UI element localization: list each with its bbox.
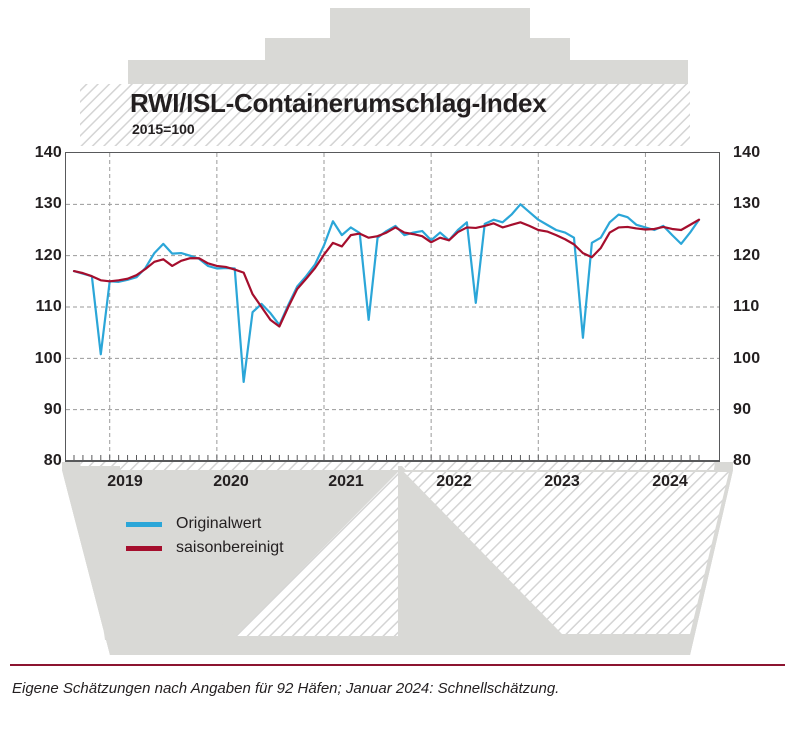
y-axis-tick-90-right: 90 <box>733 401 752 418</box>
y-axis-tick-120-right: 120 <box>733 247 761 264</box>
legend-item-saisonbereinigt <box>126 536 284 560</box>
y-axis-tick-110-left: 110 <box>35 298 62 315</box>
x-axis-tick-2023: 2023 <box>544 473 580 490</box>
legend-swatch-originalwert <box>126 522 162 527</box>
x-axis-tick-2019: 2019 <box>107 473 143 490</box>
y-axis-tick-130-left: 130 <box>34 195 62 212</box>
y-axis-tick-140-right: 140 <box>733 144 761 161</box>
y-axis-tick-130-right: 130 <box>733 195 761 212</box>
chart-subtitle: 2015=100 <box>132 121 195 137</box>
chart-plot-area <box>65 152 720 462</box>
y-axis-tick-110-right: 110 <box>733 298 760 315</box>
chart-gridlines <box>66 153 719 461</box>
x-axis-tick-2024: 2024 <box>652 473 688 490</box>
legend-swatch-saisonbereinigt <box>126 546 162 551</box>
x-axis-tick-2021: 2021 <box>328 473 364 490</box>
x-axis-tick-2020: 2020 <box>213 473 249 490</box>
y-axis-tick-120-left: 120 <box>34 247 62 264</box>
y-axis-tick-80-left: 80 <box>43 452 62 469</box>
chart-title-block <box>130 88 546 137</box>
y-axis-tick-90-left: 90 <box>43 401 62 418</box>
y-axis-tick-80-right: 80 <box>733 452 752 469</box>
legend-item-originalwert <box>126 512 284 536</box>
chart-lines-svg <box>66 153 719 461</box>
legend-label-saisonbereinigt: saisonbereinigt <box>176 539 284 556</box>
y-axis-tick-140-left: 140 <box>34 144 62 161</box>
chart-legend <box>126 512 284 560</box>
y-axis-tick-100-left: 100 <box>34 350 62 367</box>
footer-divider <box>10 664 785 666</box>
legend-label-originalwert: Originalwert <box>176 515 262 532</box>
y-axis-tick-100-right: 100 <box>733 350 761 367</box>
page-title: RWI/ISL-Containerumschlag-Index <box>130 88 547 118</box>
footnote-text: Eigene Schätzungen nach Angaben für 92 Häfen; Januar 2024: Schnellschätzung. <box>12 680 560 697</box>
x-axis-tick-2022: 2022 <box>436 473 472 490</box>
chart-series-lines <box>74 204 699 382</box>
